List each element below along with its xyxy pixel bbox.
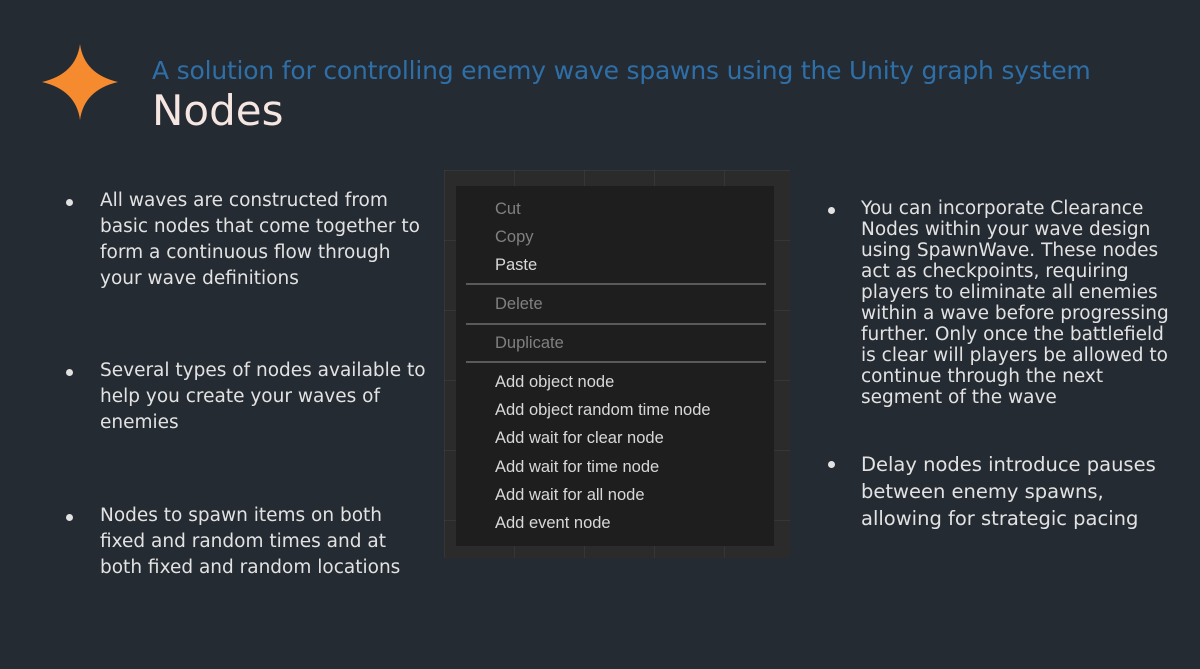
four-point-star-icon	[40, 42, 120, 122]
list-item	[62, 503, 430, 581]
bullet-icon	[66, 199, 73, 206]
menu-item-add-event-node[interactable]: Add event node	[495, 514, 611, 532]
menu-separator	[466, 361, 766, 363]
menu-item-add-wait-for-time-node[interactable]: Add wait for time node	[495, 458, 660, 476]
menu-item-delete[interactable]: Delete	[495, 295, 543, 313]
menu-separator	[466, 323, 766, 325]
context-menu	[456, 186, 774, 546]
bullet-icon	[66, 369, 73, 376]
bullet-text: You can incorporate Clearance Nodes within your wave design using SpawnWave. These nodes act as checkpoints, requiring players to eliminate all enemies within a wave before progressing further. Only once the battlefield is clear will players be allowed to continue through the next segment of the wave	[861, 198, 1169, 408]
menu-separator	[466, 283, 766, 285]
menu-item-cut[interactable]: Cut	[495, 200, 521, 218]
bullet-text: Delay nodes introduce pauses between enemy spawns, allowing for strategic pacing	[861, 453, 1156, 530]
bullet-text: All waves are constructed from basic nodes that come together to form a continuous flow through your wave definitions	[100, 190, 420, 289]
bullet-text: Several types of nodes available to help you create your waves of enemies	[100, 360, 426, 433]
list-item	[826, 452, 1171, 533]
list-item	[826, 198, 1171, 408]
bullet-icon	[828, 461, 835, 468]
menu-item-add-wait-for-all-node[interactable]: Add wait for all node	[495, 486, 645, 504]
menu-item-add-object-node[interactable]: Add object node	[495, 373, 615, 391]
page-subtitle: A solution for controlling enemy wave spawns using the Unity graph system	[152, 56, 1091, 85]
bullet-icon	[828, 207, 835, 214]
list-item	[62, 358, 430, 436]
menu-item-add-object-random-time-node[interactable]: Add object random time node	[495, 401, 711, 419]
menu-item-add-wait-for-clear-node[interactable]: Add wait for clear node	[495, 429, 664, 447]
menu-item-copy[interactable]: Copy	[495, 228, 534, 246]
bullet-text: Nodes to spawn items on both fixed and random times and at both fixed and random locations	[100, 505, 401, 578]
list-item	[62, 188, 430, 292]
menu-item-paste[interactable]: Paste	[495, 256, 538, 274]
page-title: Nodes	[152, 86, 284, 135]
menu-item-duplicate[interactable]: Duplicate	[495, 334, 564, 352]
bullet-icon	[66, 514, 73, 521]
